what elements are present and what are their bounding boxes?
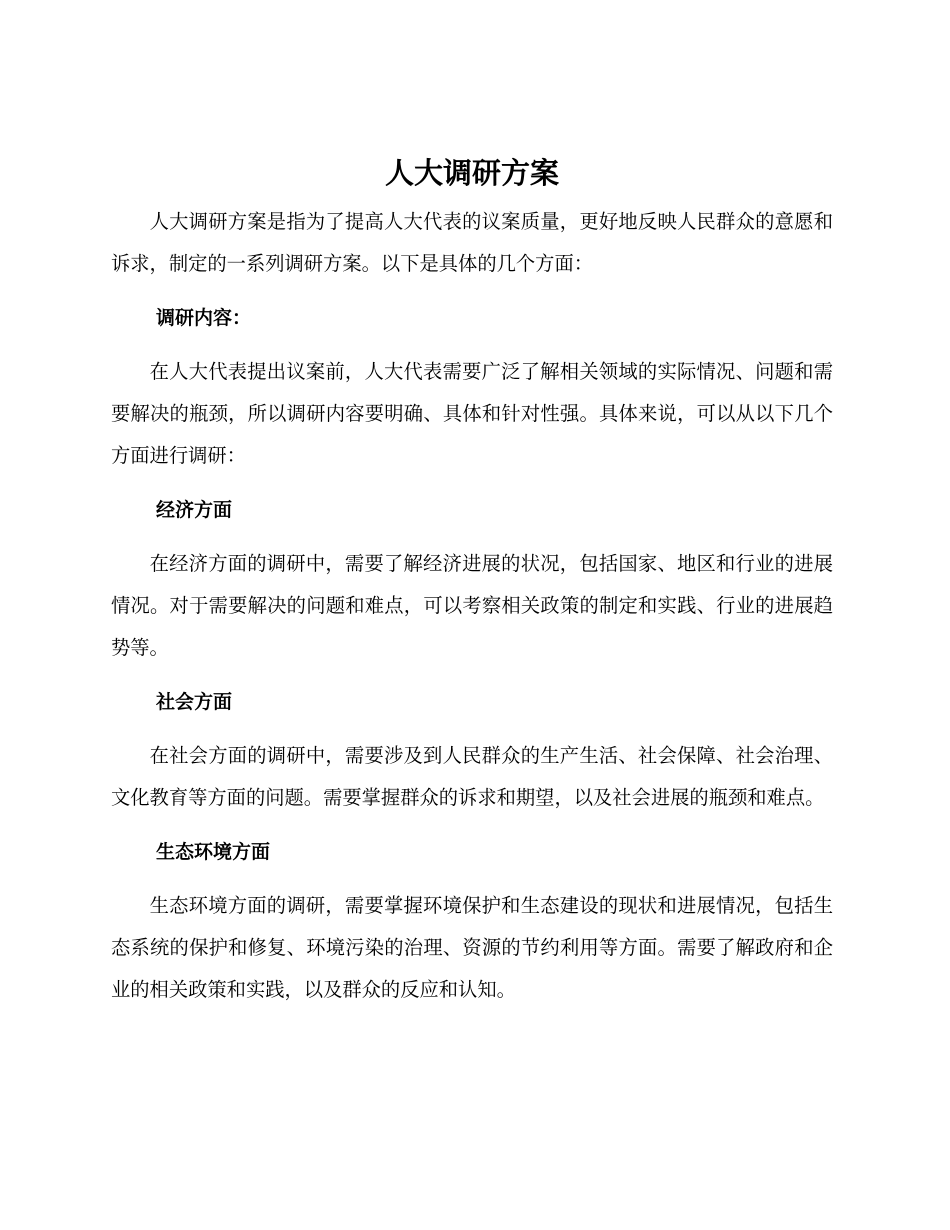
spacer [111,819,833,831]
section-body-economy: 在经济方面的调研中，需要了解经济进展的状况，包括国家、地区和行业的进展情况。对于需要解决的问题和难点，可以考察相关政策的制定和实践、行业的进展趋势等。 [111,552,833,659]
document-content [111,145,833,1011]
spacer [111,723,833,735]
section-heading-society: 社会方面 [156,691,233,713]
spacer [111,477,833,489]
intro-paragraph: 人大调研方案是指为了提高人大代表的议案质量，更好地反映人民群众的意愿和诉求，制定的一系列调研方案。以下是具体的几个方面： [111,210,833,275]
spacer [111,531,833,543]
section-heading-research-content: 调研内容： [156,307,252,329]
spacer [111,339,833,351]
section-body-society: 在社会方面的调研中，需要涉及到人民群众的生产生活、社会保障、社会治理、文化教育等方面的问题。需要掌握群众的诉求和期望，以及社会进展的瓶颈和难点。 [111,744,833,809]
document-title: 人大调研方案 [384,156,559,190]
section-heading-economy: 经济方面 [156,499,233,521]
section-body-ecology: 生态环境方面的调研，需要掌握环境保护和生态建设的现状和进展情况，包括生态系统的保护和修复、环境污染的治理、资源的节约利用等方面。需要了解政府和企业的相关政策和实践，以及群众的反应和认知。 [111,894,833,1001]
spacer [111,873,833,885]
section-body-research-content: 在人大代表提出议案前，人大代表需要广泛了解相关领域的实际情况、问题和需要解决的瓶颈，所以调研内容要明确、具体和针对性强。具体来说，可以从以下几个方面进行调研： [111,360,833,467]
spacer [111,669,833,681]
spacer [111,285,833,297]
section-heading-ecology: 生态环境方面 [156,841,271,863]
